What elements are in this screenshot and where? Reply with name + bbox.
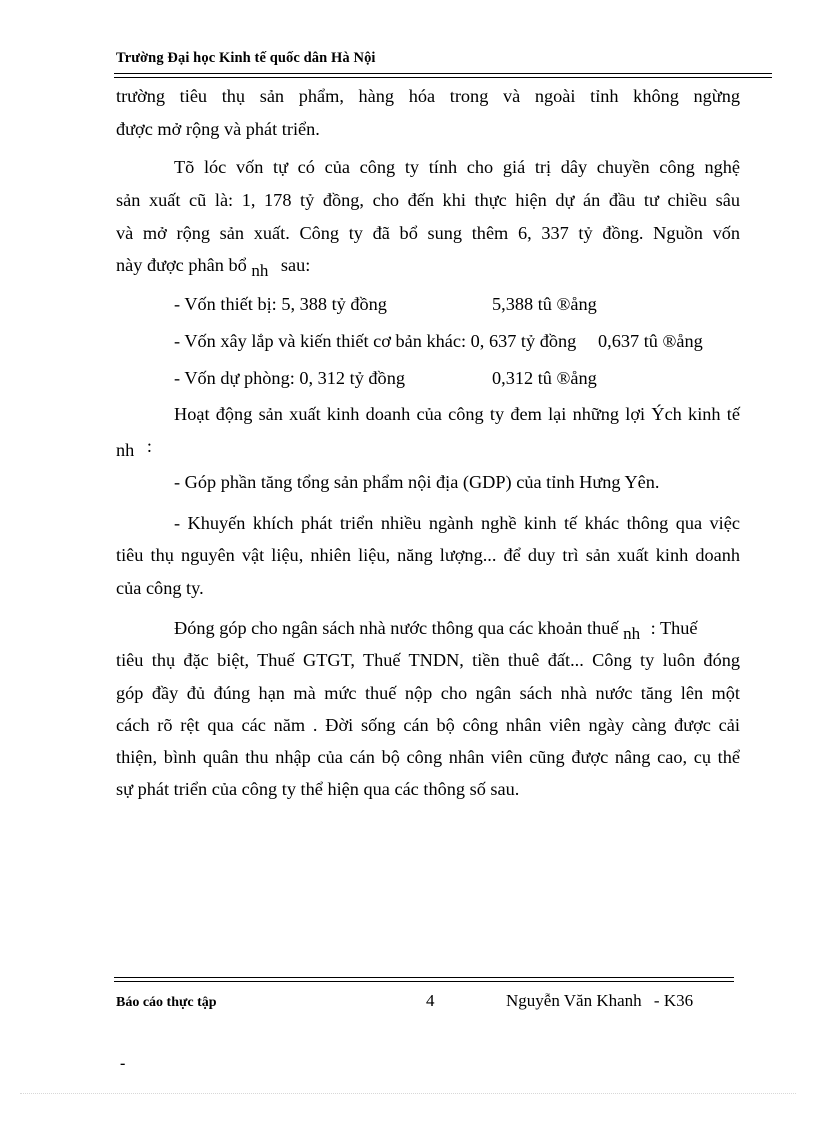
subscript-fragment: nh xyxy=(623,624,641,643)
list-item: - Vốn xây lắp và kiến thiết cơ bản khác: 0, 637 tỷ đồng xyxy=(174,331,577,351)
line-text: này được phân bổ xyxy=(116,255,247,275)
author-name: Nguyễn Văn Khanh xyxy=(506,991,642,1010)
list-item: - Góp phần tăng tổng sản phẩm nội địa (GDP) của tỉnh Hưng Yên. xyxy=(174,472,660,492)
paragraph-line: tiêu thụ đặc biệt, Thuế GTGT, Thuế TNDN, tiền thuê đất... Công ty luôn đóng xyxy=(116,650,740,670)
paragraph-line xyxy=(116,249,310,283)
paragraph-line xyxy=(174,612,698,646)
footer-author xyxy=(506,991,693,1011)
paragraph-line: góp đầy đủ đúng hạn mà mức thuế nộp cho ngân sách nhà nước tăng lên một xyxy=(116,683,740,703)
line-text: Đóng góp cho ngân sách nhà nước thông qua các khoản thuế xyxy=(174,618,619,638)
list-item: - Vốn dự phòng: 0, 312 tỷ đồng xyxy=(174,368,405,388)
paragraph-line: sự phát triển của công ty thể hiện qua các thông số sau. xyxy=(116,779,520,799)
footer-label: Báo cáo thực tập xyxy=(116,995,217,1010)
footer-rule-top xyxy=(114,977,734,978)
paragraph-line: cách rõ rệt qua các năm . Đời sống cán bộ công nhân viên ngày càng được cải xyxy=(116,715,740,735)
paragraph-line: Tõ lóc vốn tự có của công ty tính cho giá trị dây chuyền công nghệ xyxy=(174,157,740,177)
paragraph-line: trường tiêu thụ sản phẩm, hàng hóa trong và ngoài tỉnh không ngừng xyxy=(116,86,740,106)
paragraph-line: và mở rộng sản xuất. Công ty đã bổ sung thêm 6, 337 tỷ đồng. Nguồn vốn xyxy=(116,223,740,243)
paragraph-line xyxy=(116,434,152,467)
list-item: - Vốn thiết bị: 5, 388 tỷ đồng xyxy=(174,294,387,314)
paragraph-line: được mở rộng và phát triển. xyxy=(116,119,320,139)
paragraph-line: - Khuyến khích phát triển nhiều ngành nghề kinh tế khác thông qua việc xyxy=(174,513,740,533)
paragraph-line: Hoạt động sản xuất kinh doanh của công ty đem lại những lợi Ých kinh tế xyxy=(174,404,740,424)
header-title: Trường Đại học Kinh tế quốc dân Hà Nội xyxy=(116,50,376,66)
stray-mark: - xyxy=(120,1055,126,1072)
subscript-fragment: nh xyxy=(251,261,269,280)
footer-rule-bottom xyxy=(114,981,734,982)
paragraph-line: của công ty. xyxy=(116,578,204,598)
line-text: : Thuế xyxy=(650,618,698,638)
list-item-value: 5,388 tû ®ång xyxy=(492,294,597,314)
paragraph-line: tiêu thụ nguyên vật liệu, nhiên liệu, năng lượng... để duy trì sản xuất kinh doanh xyxy=(116,545,740,565)
header-rule-top xyxy=(114,73,772,74)
paragraph-line: sản xuất cũ là: 1, 178 tỷ đồng, cho đến khi thực hiện dự án đầu tư chiều sâu xyxy=(116,190,740,210)
author-class: - K36 xyxy=(653,991,694,1010)
list-item-value: 0,637 tû ®ång xyxy=(598,331,703,351)
page-bottom-dotted-line xyxy=(20,1093,796,1094)
header-rule-bottom xyxy=(114,77,772,78)
page-number: 4 xyxy=(426,991,435,1010)
line-text: : xyxy=(146,436,152,456)
paragraph-line: thiện, bình quân thu nhập của cán bộ công nhân viên cũng được nâng cao, cụ thể xyxy=(116,747,740,767)
line-text: sau: xyxy=(280,255,311,275)
list-item-value: 0,312 tû ®ång xyxy=(492,368,597,388)
subscript-fragment: nh xyxy=(116,440,135,460)
